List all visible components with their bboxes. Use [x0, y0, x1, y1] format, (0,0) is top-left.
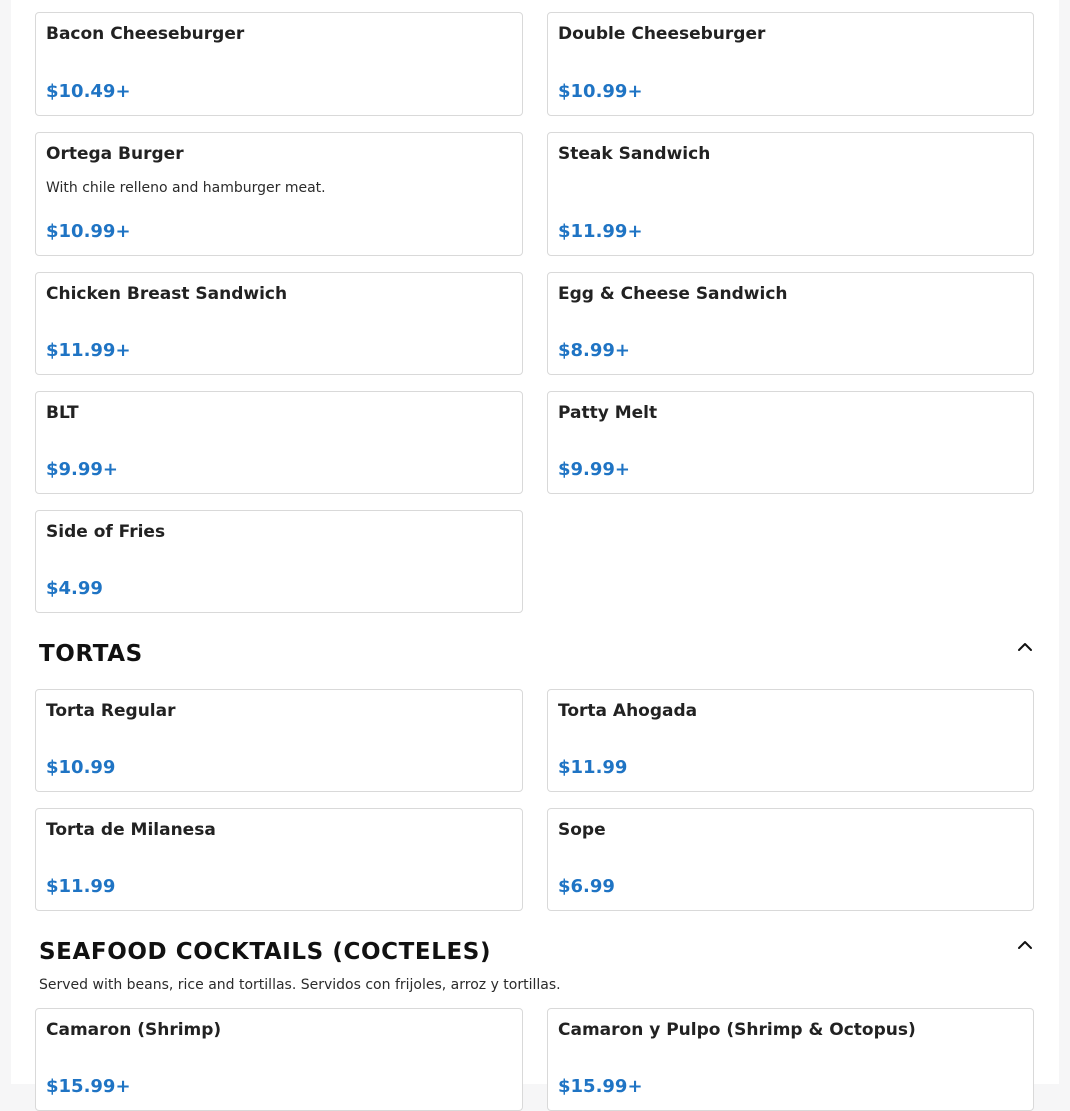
section-title-tortas: TORTAS [39, 641, 143, 667]
item-name: Ortega Burger [46, 144, 184, 164]
menu-item-card[interactable] [547, 689, 1034, 792]
item-price: $15.99+ [46, 1076, 131, 1097]
item-name: Double Cheeseburger [558, 24, 766, 44]
item-price: $10.99 [46, 757, 116, 778]
item-name: Torta de Milanesa [46, 820, 216, 840]
chevron-up-icon[interactable] [1015, 935, 1035, 955]
menu-item-card[interactable] [547, 808, 1034, 911]
item-name: Side of Fries [46, 522, 166, 542]
item-name: Steak Sandwich [558, 144, 711, 164]
menu-item-card[interactable] [547, 132, 1034, 256]
tortas-grid [35, 689, 1034, 911]
menu-item-card[interactable] [547, 12, 1034, 116]
item-price: $9.99+ [558, 459, 631, 480]
menu-item-card[interactable] [35, 132, 523, 256]
menu-item-card[interactable] [35, 689, 523, 792]
menu-item-card[interactable] [35, 391, 523, 494]
item-description: With chile relleno and hamburger meat. [46, 180, 326, 196]
item-price: $8.99+ [558, 340, 631, 361]
menu-item-card[interactable] [35, 1008, 523, 1111]
item-price: $11.99 [558, 757, 628, 778]
seafood-grid [35, 1008, 1034, 1111]
item-price: $10.49+ [46, 81, 131, 102]
item-price: $11.99 [46, 876, 116, 897]
item-name: Chicken Breast Sandwich [46, 284, 288, 304]
menu-item-card[interactable] [547, 1008, 1034, 1111]
item-name: Torta Regular [46, 701, 176, 721]
menu-item-card[interactable] [547, 272, 1034, 375]
item-name: Bacon Cheeseburger [46, 24, 245, 44]
section-title-seafood: SEAFOOD COCKTAILS (COCTELES) [39, 939, 492, 965]
item-price: $15.99+ [558, 1076, 643, 1097]
menu-item-card[interactable] [35, 510, 523, 613]
item-name: Patty Melt [558, 403, 658, 423]
item-price: $4.99 [46, 578, 103, 599]
menu-page [11, 0, 1059, 1097]
burgers-grid [35, 12, 1034, 613]
item-name: Camaron y Pulpo (Shrimp & Octopus) [558, 1020, 916, 1040]
item-name: Egg & Cheese Sandwich [558, 284, 788, 304]
menu-item-card[interactable] [547, 391, 1034, 494]
item-name: Torta Ahogada [558, 701, 698, 721]
item-name: BLT [46, 403, 79, 423]
menu-item-card[interactable] [35, 12, 523, 116]
item-name: Camaron (Shrimp) [46, 1020, 222, 1040]
item-price: $9.99+ [46, 459, 119, 480]
item-price: $10.99+ [46, 221, 131, 242]
item-price: $6.99 [558, 876, 615, 897]
item-price: $11.99+ [46, 340, 131, 361]
item-price: $11.99+ [558, 221, 643, 242]
section-description: Served with beans, rice and tortillas. Servidos con frijoles, arroz y tortillas. [39, 977, 561, 993]
chevron-up-icon[interactable] [1015, 637, 1035, 657]
menu-item-card[interactable] [35, 272, 523, 375]
menu-item-card[interactable] [35, 808, 523, 911]
item-price: $10.99+ [558, 81, 643, 102]
item-name: Sope [558, 820, 606, 840]
